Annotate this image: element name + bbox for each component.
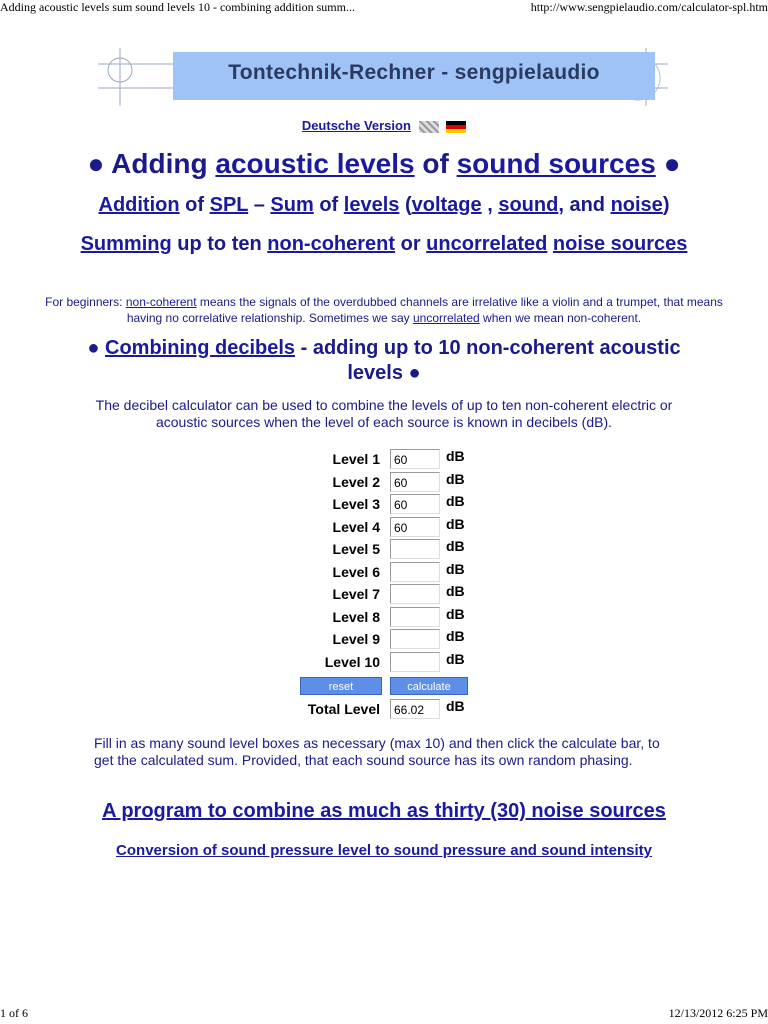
summing-heading [80, 231, 688, 258]
level-10-input[interactable] [390, 652, 440, 672]
level-4-input[interactable]: 60 [390, 517, 440, 537]
bullet-icon: ● [87, 148, 105, 179]
german-flag-icon[interactable] [446, 121, 466, 133]
noise-sources-link[interactable]: noise sources [552, 233, 688, 255]
spl-link[interactable]: SPL [209, 194, 249, 216]
note-uncorrelated-link[interactable]: uncorrelated [412, 311, 480, 325]
site-banner [98, 48, 668, 106]
page-title: Adding acoustic levels sum sound levels 10 - combining addition summ... [0, 0, 355, 14]
bullet-icon: ● [87, 337, 100, 359]
addition-link[interactable]: Addition [98, 194, 180, 216]
level-row [296, 606, 476, 628]
note-text: For beginners: [45, 295, 123, 309]
combining-text: - adding up to 10 non-coherent acoustic levels [300, 337, 681, 384]
unit-label: dB [446, 628, 465, 644]
deutsche-version-link[interactable]: Deutsche Version [301, 118, 411, 133]
total-level-output[interactable]: 66.02 [390, 699, 440, 719]
level-label: Level 9 [332, 631, 380, 647]
note-text: when we mean non-coherent. [483, 311, 642, 325]
level-row [296, 493, 476, 515]
subheading-text: ) [662, 194, 670, 216]
level-5-input[interactable] [390, 539, 440, 559]
level-row [296, 583, 476, 605]
level-6-input[interactable] [390, 562, 440, 582]
bullet-icon: ● [408, 362, 421, 384]
summing-text: or [400, 233, 421, 255]
deutsche-version [0, 118, 768, 133]
subheading-text: of [185, 194, 205, 216]
level-label: Level 3 [332, 496, 380, 512]
total-label: Total Level [307, 701, 380, 717]
calculate-button[interactable]: calculate [390, 677, 468, 695]
sound-sources-link[interactable]: sound sources [456, 148, 656, 179]
subheading-text: , and [558, 194, 605, 216]
fill-instructions: Fill in as many sound level boxes as necessary (max 10) and then click the calculate bar, to get the calculated sum. Provided, that each sound source has its own random phasing. [94, 735, 660, 768]
sound-link[interactable]: sound [498, 194, 559, 216]
level-label: Level 6 [332, 563, 380, 580]
unit-label: dB [446, 650, 465, 667]
unit-label: dB [446, 448, 465, 464]
unit-label: dB [446, 698, 465, 714]
subheading-text: , [487, 194, 493, 216]
level-label: Level 7 [332, 586, 380, 602]
main-heading [0, 148, 768, 180]
intro-text: The decibel calculator can be used to combine the levels of up to ten non-coherent electric or acoustic sources when the level of each source is known in decibels (dB). [95, 397, 673, 430]
conversion-link[interactable]: Conversion of sound pressure level to sound pressure and sound intensity [116, 842, 652, 859]
subheading-text: – [253, 194, 265, 216]
thirty-sources-heading [0, 800, 768, 823]
level-row [296, 651, 476, 673]
summing-text: up to ten [177, 233, 262, 255]
print-datetime: 12/13/2012 6:25 PM [668, 1006, 768, 1020]
level-2-input[interactable]: 60 [390, 472, 440, 492]
summing-link[interactable]: Summing [80, 233, 172, 255]
heading-text: of [422, 148, 449, 179]
page-number: 1 of 6 [0, 1006, 28, 1020]
subheading-text: of [319, 194, 339, 216]
level-label: Level 5 [332, 541, 380, 557]
noise-link[interactable]: noise [610, 194, 663, 216]
combining-decibels-link[interactable]: Combining decibels [105, 337, 296, 359]
combining-heading [80, 336, 688, 386]
voltage-link[interactable]: voltage [411, 194, 482, 216]
thirty-sources-link[interactable]: A program to combine as much as thirty (30) noise sources [102, 800, 666, 822]
levels-link[interactable]: levels [343, 194, 400, 216]
level-row [296, 448, 476, 470]
level-row [296, 628, 476, 650]
unit-label: dB [446, 515, 465, 532]
subheading-text: ( [404, 194, 412, 216]
level-8-input[interactable] [390, 607, 440, 627]
acoustic-levels-link[interactable]: acoustic levels [215, 148, 415, 179]
level-label: Level 2 [332, 473, 380, 490]
level-row [296, 561, 476, 583]
subheading [0, 194, 768, 217]
level-label: Level 10 [324, 653, 380, 670]
non-coherent-link[interactable]: non-coherent [267, 233, 396, 255]
level-label: Level 1 [332, 451, 380, 467]
heading-text: Adding [111, 148, 208, 179]
reset-button[interactable]: reset [300, 677, 382, 695]
conversion-heading [0, 842, 768, 859]
unit-label: dB [446, 583, 465, 599]
note-text: means the signals of the overdubbed channels are irrelative like a violin and a trumpet, that means having no correlative relationship. Sometimes we say [126, 295, 723, 325]
level-label: Level 4 [332, 518, 380, 535]
page-url: http://www.sengpielaudio.com/calculator-spl.htm [530, 0, 768, 14]
unit-label: dB [446, 605, 465, 622]
unit-label: dB [446, 493, 465, 509]
level-9-input[interactable] [390, 629, 440, 649]
total-row [296, 698, 476, 720]
level-row [296, 516, 476, 538]
level-label: Level 8 [332, 608, 380, 625]
unit-label: dB [446, 538, 465, 554]
note-non-coherent-link[interactable]: non-coherent [125, 295, 197, 309]
level-3-input[interactable]: 60 [390, 494, 440, 514]
bullet-icon: ● [663, 148, 681, 179]
level-row [296, 471, 476, 493]
uk-flag-icon[interactable] [419, 121, 439, 133]
print-header [0, 0, 768, 16]
unit-label: dB [446, 470, 465, 487]
unit-label: dB [446, 560, 465, 577]
sum-link[interactable]: Sum [270, 194, 314, 216]
banner-title: Tontechnik-Rechner - sengpielaudio [228, 61, 600, 84]
beginner-note [40, 294, 728, 326]
level-1-input[interactable]: 60 [390, 449, 440, 469]
level-7-input[interactable] [390, 584, 440, 604]
level-row [296, 538, 476, 560]
uncorrelated-link[interactable]: uncorrelated [426, 233, 548, 255]
